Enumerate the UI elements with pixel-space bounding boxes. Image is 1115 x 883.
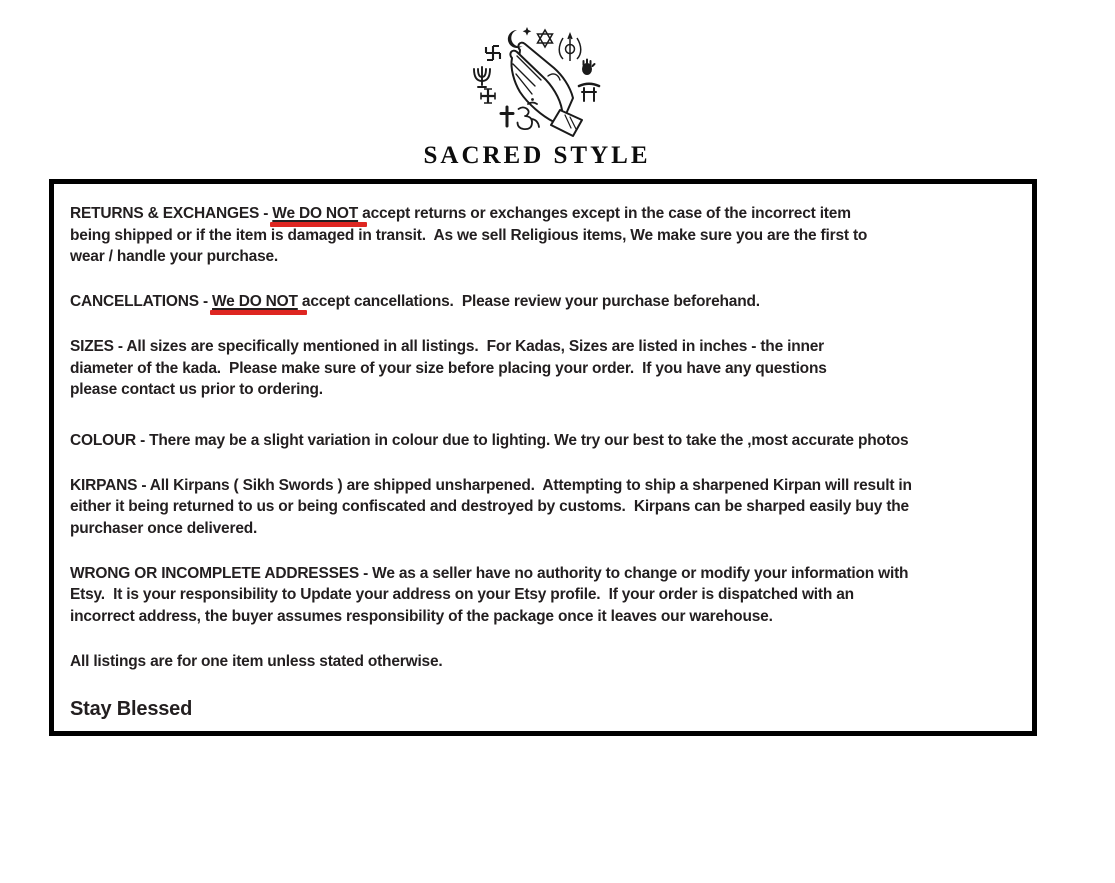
swastika-icon: [486, 46, 500, 60]
signoff: [70, 696, 1018, 722]
star-of-david-icon: [538, 30, 553, 47]
praying-hands-logo: [420, 6, 654, 140]
policy-cancellations: [70, 291, 1018, 313]
policy-single-item: All listings are for one item unless stated otherwise.: [70, 652, 443, 670]
do-not-highlight-cancellations: We DO NOT: [212, 293, 298, 310]
policy-cancellations-suffix: accept cancellations. Please review your purchase beforehand.: [297, 293, 760, 310]
policy-sizes: SIZES - All sizes are specifically mentioned in all listings. For Kadas, Sizes are listed in inches - the inner diameter of the kada. Please make sure of your size before placing your order. If you have any questions please contact us prior to ordering.: [70, 338, 827, 398]
policy-returns-line1: [70, 203, 1018, 225]
brand-name: SACRED STYLE: [423, 142, 651, 169]
policy-cancellations-line: [70, 291, 1018, 313]
policy-kirpans: KIRPANS - All Kirpans ( Sikh Swords ) are shipped unsharpened. Attempting to ship a sharpened Kirpan will result in either it being returned to us or being confiscated and destroyed by customs. Kirpans can be sharped easily buy the purchaser once delivered.: [70, 476, 912, 537]
policy-colour: COLOUR - There may be a slight variation in colour due to lighting. We try our best to take the ,most accurate photos: [70, 431, 909, 449]
policy-returns-line1-suffix: accept returns or exchanges except in the case of the incorrect item: [358, 205, 851, 222]
menorah-icon: [474, 67, 490, 87]
policy-box: [49, 179, 1037, 736]
policy-addresses: WRONG OR INCOMPLETE ADDRESSES - We as a seller have no authority to change or modify your information with Etsy. It is your responsibility to Update your address on your Etsy profile. If your order is dispatched with an incorrect address, the buyer assumes responsibility of the package once it leaves our warehouse.: [70, 564, 909, 625]
policy-cancellations-prefix: CANCELLATIONS -: [70, 293, 213, 310]
policy-returns-prefix: RETURNS & EXCHANGES -: [70, 205, 273, 222]
signoff-text: Stay Blessed: [70, 697, 193, 720]
do-not-highlight-returns: We DO NOT: [272, 205, 359, 222]
torii-gate-icon: [579, 84, 599, 101]
khanda-icon: [559, 34, 581, 61]
cross-potent-icon: [481, 89, 495, 103]
latin-cross-icon: [501, 107, 513, 126]
logo: [420, 6, 654, 170]
policy-returns-rest: being shipped or if the item is damaged in transit. As we sell Religious items, We make sure you are the first to wear / handle your purchase.: [70, 226, 868, 265]
hamsa-hand-icon: [583, 60, 595, 75]
praying-hands-icon: [510, 43, 582, 136]
policy-returns: [70, 203, 1018, 268]
